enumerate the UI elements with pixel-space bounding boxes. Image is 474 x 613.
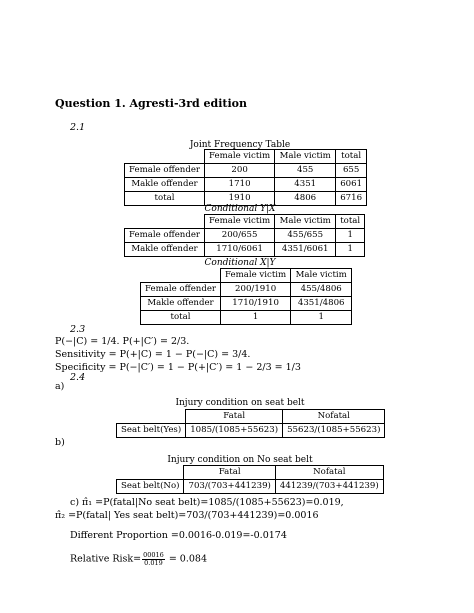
cell: 455 [275, 164, 336, 178]
table-b-header: Nofatal [275, 466, 383, 480]
cell: 1 [336, 243, 365, 257]
joint-header: Female victim [205, 150, 275, 164]
row-label: Female offender [125, 229, 205, 243]
table-b-header: Fatal [184, 466, 275, 480]
cell: 200/1910 [221, 283, 291, 297]
row-label: Female offender [125, 164, 205, 178]
row-label: Makle offender [125, 178, 205, 192]
cell: 1 [291, 311, 352, 325]
table-row [117, 480, 384, 494]
cell: 6716 [336, 192, 367, 206]
sensitivity-line: Sensitivity = P(+|C) = 1 − P(−|C) = 3/4. [55, 349, 251, 360]
cell: 703/(703+441239) [184, 480, 275, 494]
cell: 1 [221, 311, 291, 325]
relative-risk-numerator: 00016 [143, 551, 164, 559]
cell: 1910 [205, 192, 275, 206]
cell: 200 [205, 164, 275, 178]
cond-yx-header: Female victim [205, 215, 275, 229]
cell: 6061 [336, 178, 367, 192]
relative-risk-denominator: 0.019 [144, 558, 163, 567]
table-a-header: Fatal [186, 410, 283, 424]
cond-yx-caption: Conditional Y|X [204, 204, 276, 214]
table-row [141, 297, 352, 311]
table-row [125, 243, 365, 257]
cell: 1 [336, 229, 365, 243]
part-b-label: b) [55, 437, 65, 448]
table-row [125, 229, 365, 243]
cond-yx-header: Male victim [275, 215, 336, 229]
relative-risk-prefix: Relative Risk= [70, 553, 142, 565]
conditional-x-given-y-table [140, 268, 352, 325]
cond-xy-caption: Conditional X|Y [204, 258, 276, 268]
different-proportion-line: Different Proportion =0.0016-0.019=-0.0174 [70, 530, 287, 541]
cell: 1085/(1085+55623) [186, 424, 283, 438]
row-label: total [125, 192, 205, 206]
section-2-1-label: 2.1 [70, 122, 86, 133]
seat-belt-yes-table [116, 409, 385, 438]
row-label: Seat belt(No) [117, 480, 184, 494]
relative-risk-line [70, 552, 207, 566]
cond-yx-header: total [336, 215, 365, 229]
cell: 441239/(703+441239) [275, 480, 383, 494]
table-b-caption: Injury condition on No seat belt [167, 455, 313, 465]
part-c-line-1: c) π̂₁ =P(fatal|No seat belt)=1085/(1085+55623)=0.019, [70, 497, 344, 508]
seat-belt-no-table [116, 465, 384, 494]
joint-header: total [336, 150, 367, 164]
cell: 455/655 [275, 229, 336, 243]
cell: 4351/4806 [291, 297, 352, 311]
cond-xy-header: Male victim [291, 269, 352, 283]
cell: 1710/1910 [221, 297, 291, 311]
relative-risk-fraction [142, 552, 165, 566]
row-label: Seat belt(Yes) [117, 424, 186, 438]
table-row [141, 283, 352, 297]
question-title: Question 1. Agresti-3rd edition [55, 97, 247, 110]
cell: 4351/6061 [275, 243, 336, 257]
row-label: Makle offender [125, 243, 205, 257]
table-a-caption: Injury condition on seat belt [175, 398, 305, 408]
joint-frequency-table [124, 149, 367, 206]
table-row [125, 164, 367, 178]
cell: 55623/(1085+55623) [283, 424, 385, 438]
row-label: Makle offender [141, 297, 221, 311]
cell: 1710/6061 [205, 243, 275, 257]
table-row [117, 424, 385, 438]
table-row [125, 178, 367, 192]
section-2-3-label: 2.3 [70, 324, 86, 335]
table-a-header: Nofatal [283, 410, 385, 424]
relative-risk-value: = 0.084 [165, 553, 208, 565]
section-2-4-label: 2.4 [70, 372, 86, 383]
cell: 200/655 [205, 229, 275, 243]
conditional-y-given-x-table [124, 214, 365, 257]
cell: 4351 [275, 178, 336, 192]
row-label: total [141, 311, 221, 325]
row-label: Female offender [141, 283, 221, 297]
prob-line: P(−|C) = 1/4. P(+|C′) = 2/3. [55, 336, 190, 347]
table-row [141, 311, 352, 325]
cell: 455/4806 [291, 283, 352, 297]
cell: 1710 [205, 178, 275, 192]
joint-table-caption: Joint Frequency Table [189, 140, 291, 150]
part-c-line-2: π̂₂ =P(fatal| Yes seat belt)=703/(703+441239)=0.0016 [55, 510, 319, 521]
cell: 655 [336, 164, 367, 178]
cell: 4806 [275, 192, 336, 206]
joint-header: Male victim [275, 150, 336, 164]
specificity-line: Specificity = P(−|C′) = 1 − P(+|C′) = 1 − 2/3 = 1/3 [55, 362, 301, 373]
cond-xy-header: Female victim [221, 269, 291, 283]
part-a-label: a) [55, 381, 65, 392]
